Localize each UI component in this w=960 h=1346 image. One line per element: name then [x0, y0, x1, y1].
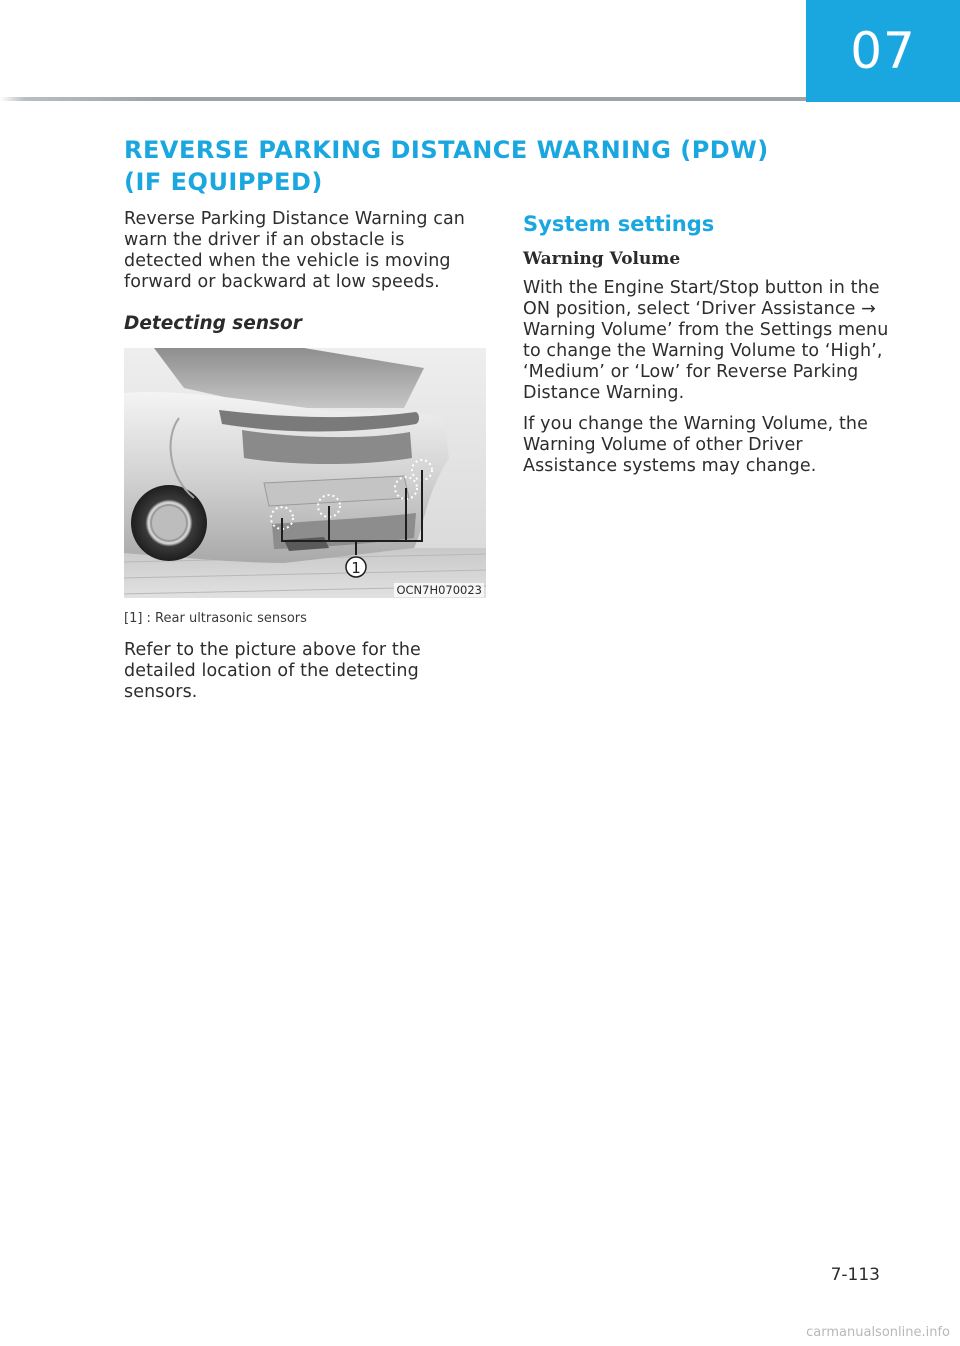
- watermark: carmanualsonline.info: [806, 1325, 950, 1340]
- warning-volume-paragraph-2: If you change the Warning Volume, the Warning Volume of other Driver Assistance systems may change.: [523, 414, 868, 476]
- title-line-2: (IF EQUIPPED): [124, 168, 323, 196]
- title-line-1: REVERSE PARKING DISTANCE WARNING (PDW): [124, 136, 769, 164]
- right-column: [523, 209, 893, 487]
- callout-1-label: 1: [351, 559, 361, 577]
- warning-volume-paragraph-1: With the Engine Start/Stop button in the ON position, select ‘Driver Assistance → Warning Volume’ from the Settings menu to change the Warning Volume to ‘High’, ‘Medium’ or ‘Low’ for Reverse Parking Distance Warning.: [523, 278, 889, 403]
- detecting-sensor-heading: Detecting sensor: [124, 313, 302, 334]
- chapter-tab: [806, 0, 960, 102]
- figure-caption: [1] : Rear ultrasonic sensors: [124, 611, 307, 626]
- header-rule: [0, 97, 806, 101]
- system-settings-heading: System settings: [523, 212, 715, 236]
- left-column: [124, 209, 486, 713]
- chapter-number: 07: [850, 22, 916, 80]
- sensor-location-paragraph: Refer to the picture above for the detailed location of the detecting sensors.: [124, 640, 421, 702]
- figure-code: OCN7H070023: [396, 583, 482, 597]
- warning-volume-heading: Warning Volume: [523, 249, 681, 269]
- car-rear-illustration: [124, 348, 486, 598]
- sensor-figure: [124, 348, 486, 598]
- page-title: [124, 134, 824, 198]
- page-number: 7-113: [830, 1265, 880, 1285]
- intro-paragraph: Reverse Parking Distance Warning can warn the driver if an obstacle is detected when the vehicle is moving forward or backward at low speeds.: [124, 209, 465, 292]
